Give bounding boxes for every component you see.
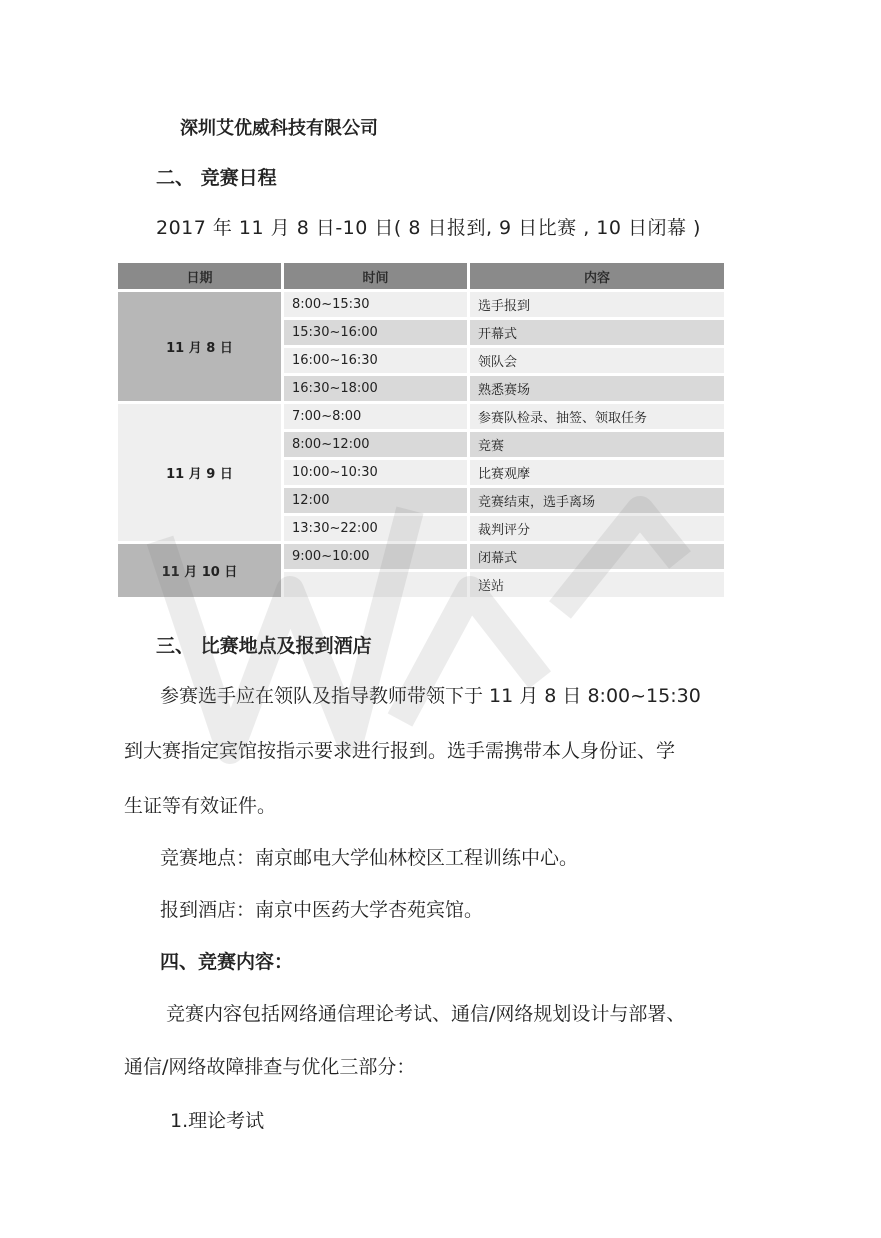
time-cell: 16:30~18:00: [284, 376, 467, 401]
content-cell: 领队会: [470, 348, 724, 373]
time-cell: 8:00~15:30: [284, 292, 467, 317]
content-cell: 竞赛: [470, 432, 724, 457]
content-cell: 选手报到: [470, 292, 724, 317]
content-cell: 熟悉赛场: [470, 376, 724, 401]
column-header-date: 日期: [118, 263, 281, 289]
hotel-line: 报到酒店：南京中医药大学杏苑宾馆。: [160, 899, 484, 921]
column-header-content: 内容: [470, 263, 724, 289]
time-cell: 9:00~10:00: [284, 544, 467, 569]
time-cell: 15:30~16:00: [284, 320, 467, 345]
content-cell: 裁判评分: [470, 516, 724, 541]
section-3-title: 三、 比赛地点及报到酒店: [156, 635, 372, 657]
paragraph-line: 生证等有效证件。: [124, 795, 277, 817]
time-cell: 13:30~22:00: [284, 516, 467, 541]
date-cell: 11 月 9 日: [118, 404, 281, 541]
table-row: [118, 404, 724, 429]
paragraph-line: 到大赛指定宾馆按指示要求进行报到。选手需携带本人身份证、学: [124, 740, 676, 762]
content-cell: 竞赛结束，选手离场: [470, 488, 724, 513]
content-cell: 闭幕式: [470, 544, 724, 569]
content-cell: 送站: [470, 572, 724, 597]
list-item: 1.理论考试: [170, 1110, 265, 1132]
section-4-title: 四、竞赛内容：: [160, 951, 294, 973]
time-cell: 16:00~16:30: [284, 348, 467, 373]
competition-date-line: 2017 年 11 月 8 日-10 日( 8 日报到, 9 日比赛 , 10 日闭幕 ): [156, 217, 701, 239]
content-cell: 开幕式: [470, 320, 724, 345]
venue-line: 竞赛地点：南京邮电大学仙林校区工程训练中心。: [160, 847, 579, 869]
content-cell: 参赛队检录、抽签、领取任务: [470, 404, 724, 429]
table-row: [118, 292, 724, 317]
time-cell: 12:00: [284, 488, 467, 513]
content-cell: 比赛观摩: [470, 460, 724, 485]
date-cell: 11 月 8 日: [118, 292, 281, 401]
date-cell: 11 月 10 日: [118, 544, 281, 597]
column-header-time: 时间: [284, 263, 467, 289]
paragraph-line: 通信/网络故障排查与优化三部分：: [124, 1056, 416, 1078]
company-name: 深圳艾优威科技有限公司: [180, 118, 378, 139]
time-cell: [284, 572, 467, 597]
time-cell: 7:00~8:00: [284, 404, 467, 429]
schedule-table: [115, 260, 723, 600]
paragraph-line: 参赛选手应在领队及指导教师带领下于 11 月 8 日 8:00~15:30: [160, 685, 701, 707]
time-cell: 8:00~12:00: [284, 432, 467, 457]
time-cell: 10:00~10:30: [284, 460, 467, 485]
table-header-row: [118, 263, 724, 289]
section-2-title: 二、 竞赛日程: [156, 167, 277, 189]
table-row: [118, 544, 724, 569]
paragraph-line: 竞赛内容包括网络通信理论考试、通信/网络规划设计与部署、: [166, 1003, 686, 1025]
